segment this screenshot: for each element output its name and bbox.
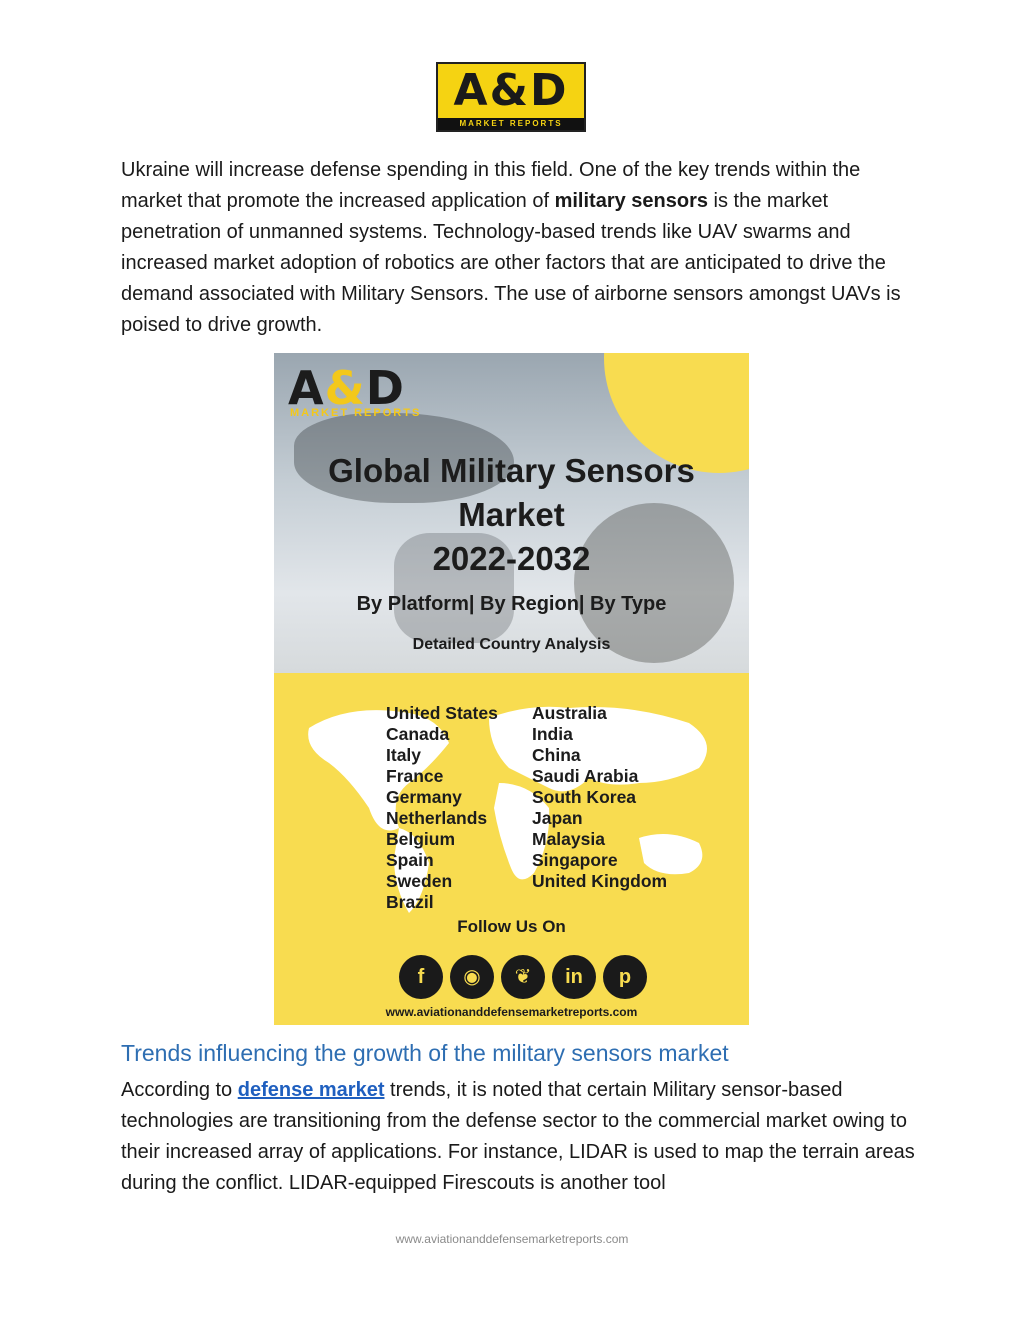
- world-map-icon: [289, 688, 734, 918]
- intro-bold-term: military sensors: [554, 190, 708, 212]
- section-paragraph: [121, 1075, 921, 1199]
- country-item: France: [386, 766, 444, 786]
- section-text-start: According to: [121, 1079, 238, 1101]
- countries-column-left: [386, 703, 498, 913]
- defense-market-link[interactable]: defense market: [237, 1079, 385, 1101]
- country-item: Australia: [532, 703, 607, 723]
- social-icons-row: [399, 955, 649, 999]
- instagram-icon: ◉: [450, 955, 494, 999]
- intro-text-end: is the market penetration of unmanned systems. Technology-based trends like UAV swarms and increased market adoption of robotics are other factors that are anticipated to drive the demand associated with Military Sensors. The use of airborne sensors amongst UAVs is poised to drive growth.: [121, 190, 901, 336]
- country-item: Malaysia: [532, 829, 605, 849]
- country-item: India: [532, 724, 573, 744]
- country-item: United States: [386, 703, 498, 723]
- country-item: Sweden: [386, 871, 453, 891]
- cover-segments: By Platform| By Region| By Type: [356, 593, 667, 615]
- country-item: Italy: [386, 745, 422, 765]
- country-item: China: [532, 745, 581, 765]
- report-cover-image: [274, 353, 749, 1025]
- intro-paragraph: [121, 155, 921, 341]
- country-item: Belgium: [386, 829, 456, 849]
- countries-column-right: [532, 703, 667, 892]
- cover-follow-label: Follow Us On: [457, 917, 566, 936]
- country-item: Netherlands: [386, 808, 488, 828]
- country-item: Brazil: [386, 892, 434, 912]
- country-item: Spain: [386, 850, 434, 870]
- country-item: United Kingdom: [532, 871, 668, 891]
- cover-detail: Detailed Country Analysis: [412, 636, 611, 653]
- cover-logo-subtitle: MARKET REPORTS: [290, 407, 422, 419]
- cover-url: www.aviationanddefensemarketreports.com: [385, 1005, 638, 1019]
- cover-title-line2: Market: [458, 496, 565, 533]
- country-item: Saudi Arabia: [532, 766, 639, 786]
- country-item: Germany: [386, 787, 462, 807]
- section-text-rest: trends, it is noted that certain Military sensor-based technologies are transitioning from the defense sector to the commercial market owing to their increased array of applications. For instance, LIDAR is used to map the terrain areas during the conflict. LIDAR-equipped Firescouts is another tool: [121, 1079, 915, 1194]
- brand-logo: [436, 62, 586, 132]
- brand-logo-subtitle: MARKET REPORTS: [438, 118, 584, 130]
- intro-text-start: Ukraine will increase defense spending in this field. One of the key trends within the market that promote the increased application of: [121, 159, 861, 212]
- country-item: Singapore: [532, 850, 618, 870]
- country-item: South Korea: [532, 787, 637, 807]
- linkedin-icon: in: [552, 955, 596, 999]
- section-heading: Trends influencing the growth of the military sensors market: [121, 1040, 729, 1066]
- facebook-icon: f: [399, 955, 443, 999]
- country-item: Canada: [386, 724, 450, 744]
- pinterest-icon: p: [603, 955, 647, 999]
- cover-title-line3: 2022-2032: [432, 540, 591, 577]
- page-footer-url: www.aviationanddefensemarketreports.com: [395, 1232, 629, 1246]
- country-item: Japan: [532, 808, 583, 828]
- cover-title-line1: Global Military Sensors: [328, 452, 695, 489]
- brand-logo-text: A&D: [453, 65, 569, 116]
- twitter-icon: ❦: [501, 955, 545, 999]
- cover-logo: A&D: [288, 361, 405, 415]
